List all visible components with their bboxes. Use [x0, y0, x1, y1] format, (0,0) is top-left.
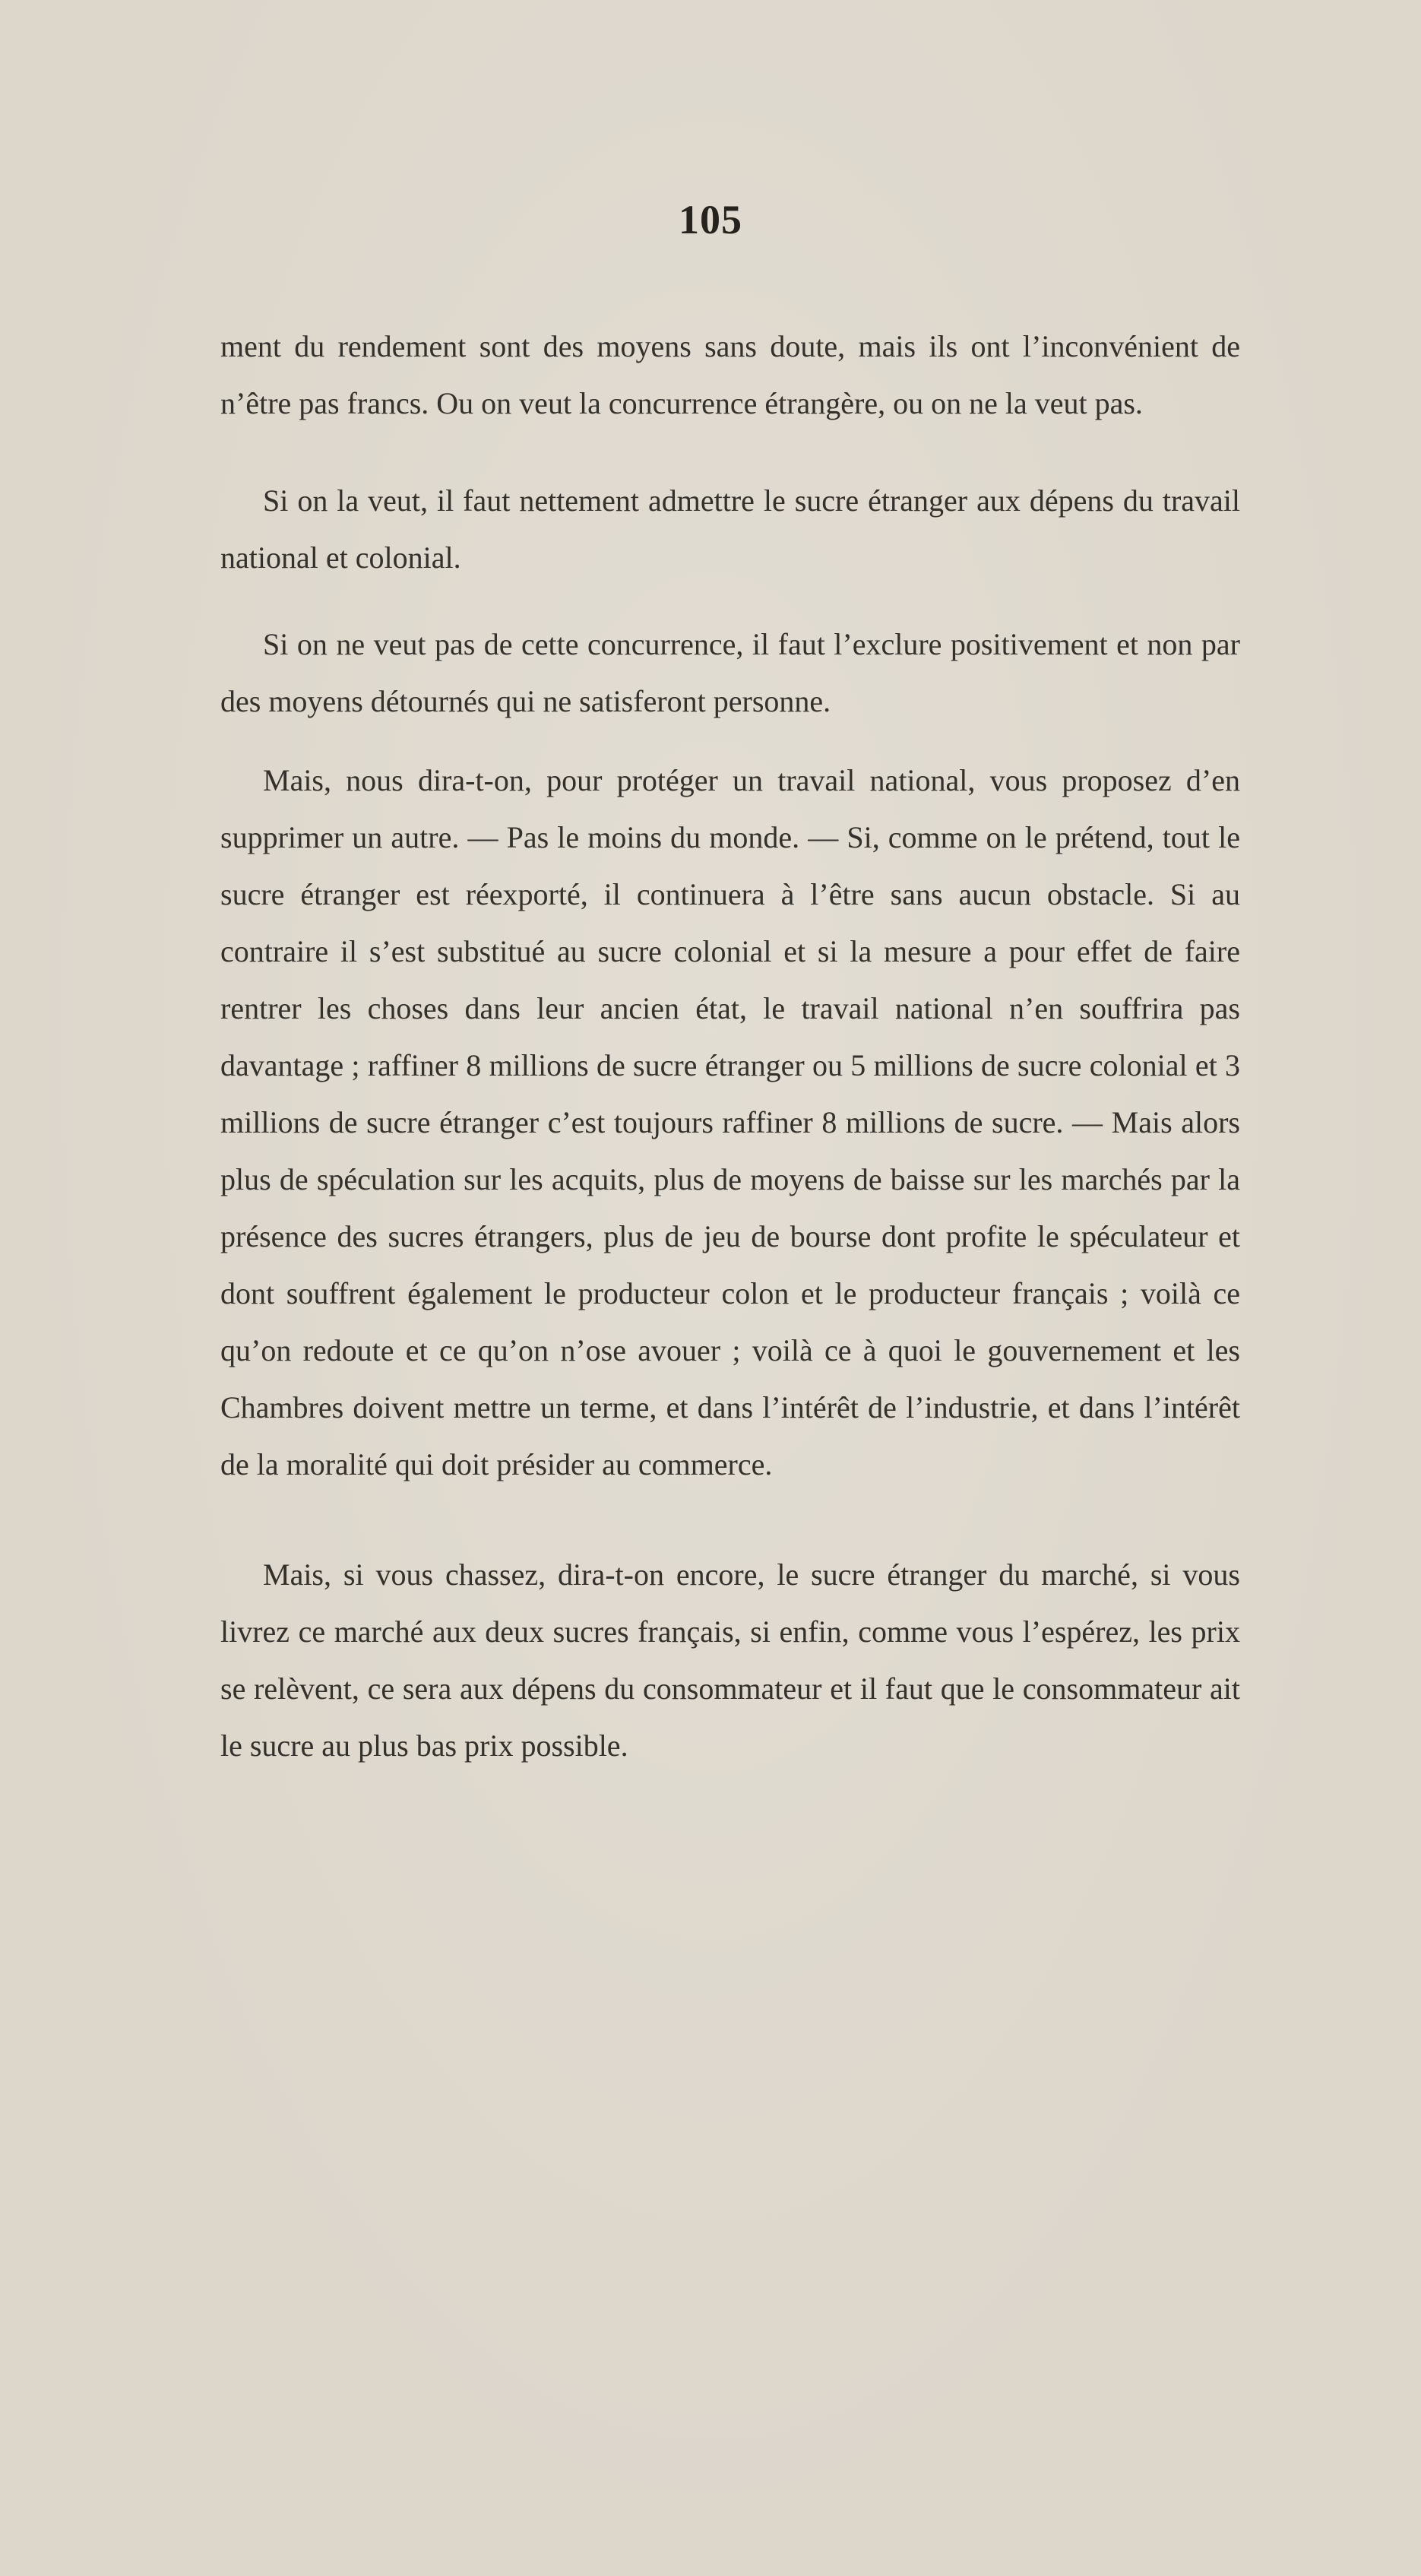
paragraph-1: ment du rendement sont des moyens sans doute, mais ils ont l’inconvénient de n’être pas francs. Ou on veut la concurrence étrangère, ou on ne la veut pas. [220, 329, 1240, 420]
page-number: 105 [679, 197, 742, 242]
paragraph-2: Si on la veut, il faut nettement admettre le sucre étranger aux dépens du travail national et colonial. [220, 483, 1240, 575]
text-column [220, 318, 1240, 1774]
paragraph-3: Si on ne veut pas de cette concurrence, il faut l’exclure positivement et non par des moyens détournés qui ne satisferont personne. [220, 627, 1240, 718]
paragraph-5: Mais, si vous chassez, dira-t-on encore, le sucre étranger du marché, si vous livrez ce marché aux deux sucres français, si enfin, comme vous l’espérez, les prix se relèvent, ce sera aux dépens du consommateur et il faut que le consommateur ait le sucre au plus bas prix possible. [220, 1557, 1240, 1763]
paragraph-4: Mais, nous dira-t-on, pour protéger un travail national, vous proposez d’en supprimer un autre. — Pas le moins du monde. — Si, comme on le prétend, tout le sucre étranger est réexporté, il continuera à l’être sans aucun obstacle. Si au contraire il s’est substitué au sucre colonial et si la mesure a pour effet de faire rentrer les choses dans leur ancien état, le travail national n’en souffrira pas davantage ; raffiner 8 millions de sucre étranger ou 5 millions de sucre colonial et 3 millions de sucre étranger c’est toujours raffiner 8 millions de sucre. — Mais alors plus de spéculation sur les acquits, plus de moyens de baisse sur les marchés par la présence des sucres étrangers, plus de jeu de bourse dont profite le spéculateur et dont souffrent également le producteur colon et le producteur français ; voilà ce qu’on redoute et ce qu’on n’ose avouer ; voilà ce à quoi le gouvernement et les Chambres doivent mettre un terme, et dans l’intérêt de l’industrie, et dans l’intérêt de la moralité qui doit présider au commerce. [220, 763, 1240, 1481]
